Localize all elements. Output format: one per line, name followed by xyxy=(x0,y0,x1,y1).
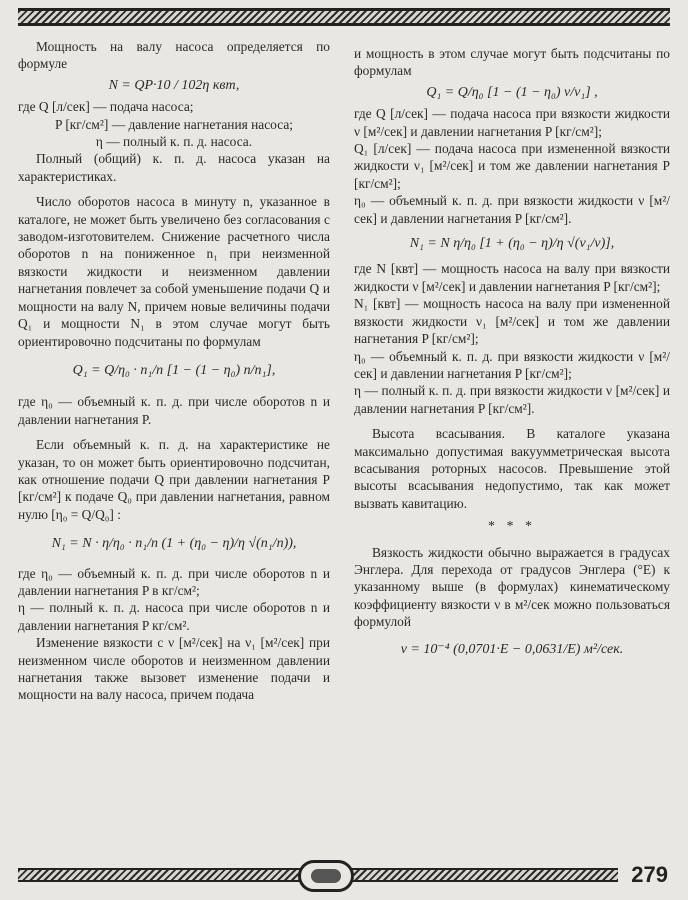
paragraph: Мощность на валу насоса определяется по формуле xyxy=(18,39,330,72)
definition: Q₁ [л/сек] — подача насоса при измененной вязкости жидкости ν₁ [м²/сек] и том же давлении нагнетания P [кг/см²]; xyxy=(354,141,670,191)
formula: N = QP·10 / 102η квт, xyxy=(108,77,240,93)
definition: где η₀ — объемный к. п. д. при числе оборотов n и давлении нагнетания P в кг/см²; xyxy=(18,565,330,598)
definition: где η₀ — объемный к. п. д. при числе оборотов n и давлении нагнетания P. xyxy=(18,394,330,427)
definition: где Q [л/сек] — подача насоса; xyxy=(18,99,194,115)
definition: где N [квт] — мощность насоса на валу при вязкости жидкости ν [м²/сек] и давлении нагнетания P [кг/см²]; xyxy=(354,261,670,294)
definition: η — полный к. п. д. насоса при числе оборотов n и давлении нагнетания P кг/см². xyxy=(18,600,330,633)
definition: P [кг/см²] — давление нагнетания насоса; xyxy=(55,116,293,132)
formula: Q₁ = Q/η₀ [1 − (1 − η₀) ν/ν₁] , xyxy=(426,84,598,100)
definition: η₀ — объемный к. п. д. при вязкости жидкости ν [м²/сек] и давлении нагнетания P [кг/см²]. xyxy=(354,193,670,226)
paragraph: Если объемный к. п. д. на характеристике не указан, то он может быть ориентировочно подсчитан, как отношение подачи Q при давлении нагнетания P [кг/см²] к подаче Q₀ при давлении нагнетания, равном нулю [η₀ = Q/Q₀] : xyxy=(18,437,330,522)
formula: N₁ = N · η/η₀ · n₁/n (1 + (η₀ − η)/η √(n₁/n)), xyxy=(51,536,297,552)
formula: ν = 10⁻⁴ (0,0701·E − 0,0631/E) м²/сек. xyxy=(400,641,624,657)
formula: N₁ = N η/η₀ [1 + (η₀ − η)/η √(ν₁/ν)], xyxy=(409,236,615,252)
definition: η — полный к. п. д. при вязкости жидкости ν [м²/сек] и давлении нагнетания P [кг/см²]. xyxy=(354,383,670,416)
top-ornament-rule xyxy=(18,8,670,26)
definition: где Q [л/сек] — подача насоса при вязкости жидкости ν [м²/сек] и давлении нагнетания P [кг/см²]; xyxy=(354,106,670,139)
right-column xyxy=(354,45,670,668)
section-divider-stars: * * * xyxy=(488,519,536,535)
paragraph: Высота всасывания. В каталоге указана максимально допустимая вакуумметрическая высота всасывания роторных насосов. Превышение этой высоты всасывания недопустимо, так как может вызвать кавитацию. xyxy=(354,426,670,511)
definition: η — полный к. п. д. насоса. xyxy=(95,134,253,150)
paragraph: Число оборотов насоса в минуту n, указанное в каталоге, не может быть увеличено без согласования с заводом-изготовителем. Снижение расчетного числа оборотов n на пониженное n₁ при неизменной вязкости жидкости и неизменном давлении нагнетания повлечет за собой уменьшение подачи Q и мощности на валу N, причем новые величины подачи Q₁ и мощности N₁ в этом случае могут быть ориентировочно подсчитаны по формулам xyxy=(18,194,330,349)
definition: η₀ — объемный к. п. д. при вязкости жидкости ν [м²/сек] и давлении нагнетания P [кг/см²]; xyxy=(354,348,670,381)
formula: Q₁ = Q/η₀ · n₁/n [1 − (1 − η₀) n/n₁], xyxy=(72,362,276,378)
emblem-icon xyxy=(298,860,354,892)
paragraph: Вязкость жидкости обычно выражается в градусах Энглера. Для перехода от градусов Энглера (°E) к указанному выше (в формулах) кинематическому коэффициенту вязкости ν в м²/сек можно пользоваться формулой xyxy=(354,544,670,630)
paragraph: и мощность в этом случае могут быть подсчитаны по формулам xyxy=(354,46,670,79)
paragraph: Полный (общий) к. п. д. насоса указан на характеристиках. xyxy=(18,151,330,184)
page-number: 279 xyxy=(631,862,668,887)
left-column xyxy=(18,38,330,704)
paragraph: Изменение вязкости с ν [м²/сек] на ν₁ [м²/сек] при неизменном числе оборотов и неизменном давлении нагнетания также вызовет изменение подачи и мощности на валу насоса, причем подача xyxy=(18,635,330,703)
definition: N₁ [квт] — мощность насоса на валу при измененной вязкости жидкости ν₁ [м²/сек] и том же давлении нагнетания P [кг/см²]; xyxy=(354,296,670,347)
